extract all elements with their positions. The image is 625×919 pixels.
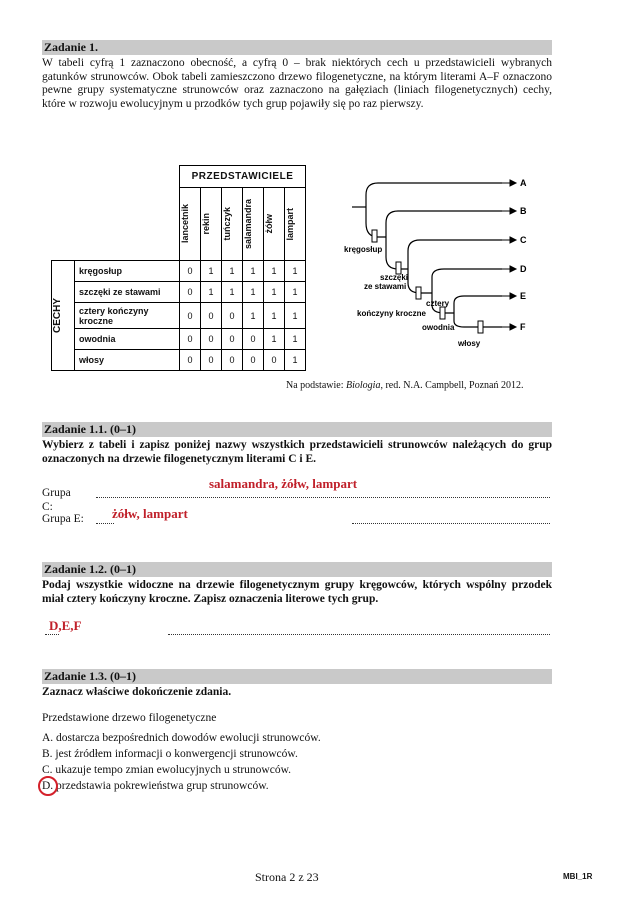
task13-question: Zaznacz właściwe dokończenie zdania. (42, 686, 232, 698)
col-header (222, 188, 243, 261)
leaf-label: E (520, 291, 527, 301)
col-header-text: lancetnik (180, 204, 190, 244)
table-cell: 1 (222, 282, 243, 303)
table-cell: 0 (243, 329, 264, 350)
table-cell: 1 (285, 350, 306, 371)
leaf-label: B (520, 206, 527, 216)
leaf-label: F (520, 322, 526, 332)
col-header (180, 188, 201, 261)
col-header-text: lampart (285, 207, 295, 241)
traits-table (51, 165, 306, 371)
table-cell: 1 (243, 303, 264, 329)
table-cell: 0 (222, 303, 243, 329)
row-label: kręgosłup (75, 261, 180, 282)
trait-label: włosy (458, 339, 481, 348)
page-number: Strona 2 z 23 (255, 870, 319, 884)
trait-marker (478, 321, 483, 333)
table-cell: 1 (243, 261, 264, 282)
task11-header: Zadanie 1.1. (0–1) (42, 422, 552, 437)
table-cell: 0 (243, 350, 264, 371)
option-d[interactable]: D. przedstawia pokrewieństwa grup strunowców. (42, 780, 269, 792)
trait-label: cztery (426, 299, 450, 308)
table-cell: 1 (243, 282, 264, 303)
col-header (285, 188, 306, 261)
exam-code: MBI_1R (563, 872, 593, 881)
row-label: cztery kończyny kroczne (75, 303, 180, 329)
task12-question: Podaj wszystkie widoczne na drzewie filogenetycznym grupy kręgowców, których wspólny przodek miał cztery kończyny kroczne. Zapisz oznaczenia literowe tych grup. (42, 579, 552, 605)
group-e-answer-line[interactable] (352, 523, 550, 524)
trait-marker (372, 230, 377, 242)
table-cell: 1 (264, 329, 285, 350)
group-c-label: Grupa C: (42, 487, 71, 513)
table-cell: 0 (201, 350, 222, 371)
task13-header: Zadanie 1.3. (0–1) (42, 669, 552, 684)
leaf-label: C (520, 235, 527, 245)
task11-question: Wybierz z tabeli i zapisz poniżej nazwy wszystkich przedstawicieli strunowców należących do grup oznaczonych na drzewie filogenetycznym literami C i E. (42, 439, 552, 465)
col-header (264, 188, 285, 261)
table-cell: 1 (264, 261, 285, 282)
trait-label: owodnia (422, 323, 455, 332)
table-cell: 1 (264, 282, 285, 303)
trait-marker (416, 287, 421, 299)
task12-answer-line-start[interactable] (45, 634, 59, 635)
col-header-text: salamandra (243, 198, 253, 250)
row-label: owodnia (75, 329, 180, 350)
task1-header: Zadanie 1. (42, 40, 552, 55)
option-b[interactable]: B. jest źródłem informacji o konwergencji strunowców. (42, 748, 298, 760)
leaf-label: D (520, 264, 527, 274)
source-prefix: Na podstawie: (286, 380, 346, 391)
table-cell: 0 (222, 350, 243, 371)
table-top-header: PRZEDSTAWICIELE (180, 166, 306, 188)
trait-marker (440, 307, 445, 319)
col-header-text: żółw (264, 214, 274, 234)
row-group-label (52, 261, 75, 371)
group-e-answer-line-start[interactable] (96, 523, 114, 524)
source-citation (286, 380, 524, 391)
table-cell: 1 (222, 261, 243, 282)
col-header-text: rekin (201, 213, 211, 235)
selected-answer-circle (38, 776, 58, 796)
group-c-answer: salamandra, żółw, lampart (209, 476, 358, 491)
leaf-label: A (520, 178, 527, 188)
table-cell: 1 (285, 282, 306, 303)
table-cell: 0 (180, 329, 201, 350)
row-group-label-text: CECHY (52, 297, 63, 333)
table-cell: 1 (201, 282, 222, 303)
option-c[interactable]: C. ukazuje tempo zmian ewolucyjnych u strunowców. (42, 764, 291, 776)
table-cell: 0 (222, 329, 243, 350)
trait-label: kręgosłup (344, 245, 383, 254)
table-cell: 0 (201, 329, 222, 350)
group-e-label: Grupa E: (42, 513, 84, 525)
table-cell: 0 (180, 261, 201, 282)
table-cell: 0 (180, 303, 201, 329)
col-header (243, 188, 264, 261)
task12-header: Zadanie 1.2. (0–1) (42, 562, 552, 577)
table-cell: 0 (201, 303, 222, 329)
table-cell: 1 (285, 261, 306, 282)
group-c-answer-line[interactable] (96, 497, 550, 498)
table-cell: 0 (264, 350, 285, 371)
task1-text: W tabeli cyfrą 1 zaznaczono obecność, a cyfrą 0 – brak niektórych cech u przedstawicieli wybranych gatunków strunowców. Obok tabeli zamieszczono drzewo filogenetyczne, na którym literami A–F oznaczono pewne grupy systematyczne strunowców oraz zaznaczono na gałęziach (liniach filogenetycznych) cechy, które w rozwoju ewolucyjnym u przodków tych grup pojawiły się po raz pierwszy. (42, 57, 552, 110)
trait-label: ze stawami (364, 282, 407, 291)
table-cell: 1 (264, 303, 285, 329)
trait-label: szczęki (380, 273, 409, 282)
task12-answer-line[interactable] (168, 634, 550, 635)
group-e-answer: żółw, lampart (112, 506, 188, 521)
table-cell: 0 (180, 350, 201, 371)
table-cell: 1 (285, 329, 306, 350)
phylogenetic-tree (340, 165, 540, 350)
task12-answer: D,E,F (49, 618, 82, 633)
table-cell: 0 (180, 282, 201, 303)
col-header (201, 188, 222, 261)
row-label: włosy (75, 350, 180, 371)
table-cell: 1 (285, 303, 306, 329)
task13-stem: Przedstawione drzewo filogenetyczne (42, 712, 217, 724)
trait-label: kończyny kroczne (357, 309, 426, 318)
source-suffix: , red. N.A. Campbell, Poznań 2012. (380, 380, 524, 391)
table-cell: 1 (201, 261, 222, 282)
row-label: szczęki ze stawami (75, 282, 180, 303)
option-a[interactable]: A. dostarcza bezpośrednich dowodów ewolucji strunowców. (42, 732, 321, 744)
source-title: Biologia (346, 380, 381, 391)
col-header-text: tuńczyk (222, 207, 232, 241)
